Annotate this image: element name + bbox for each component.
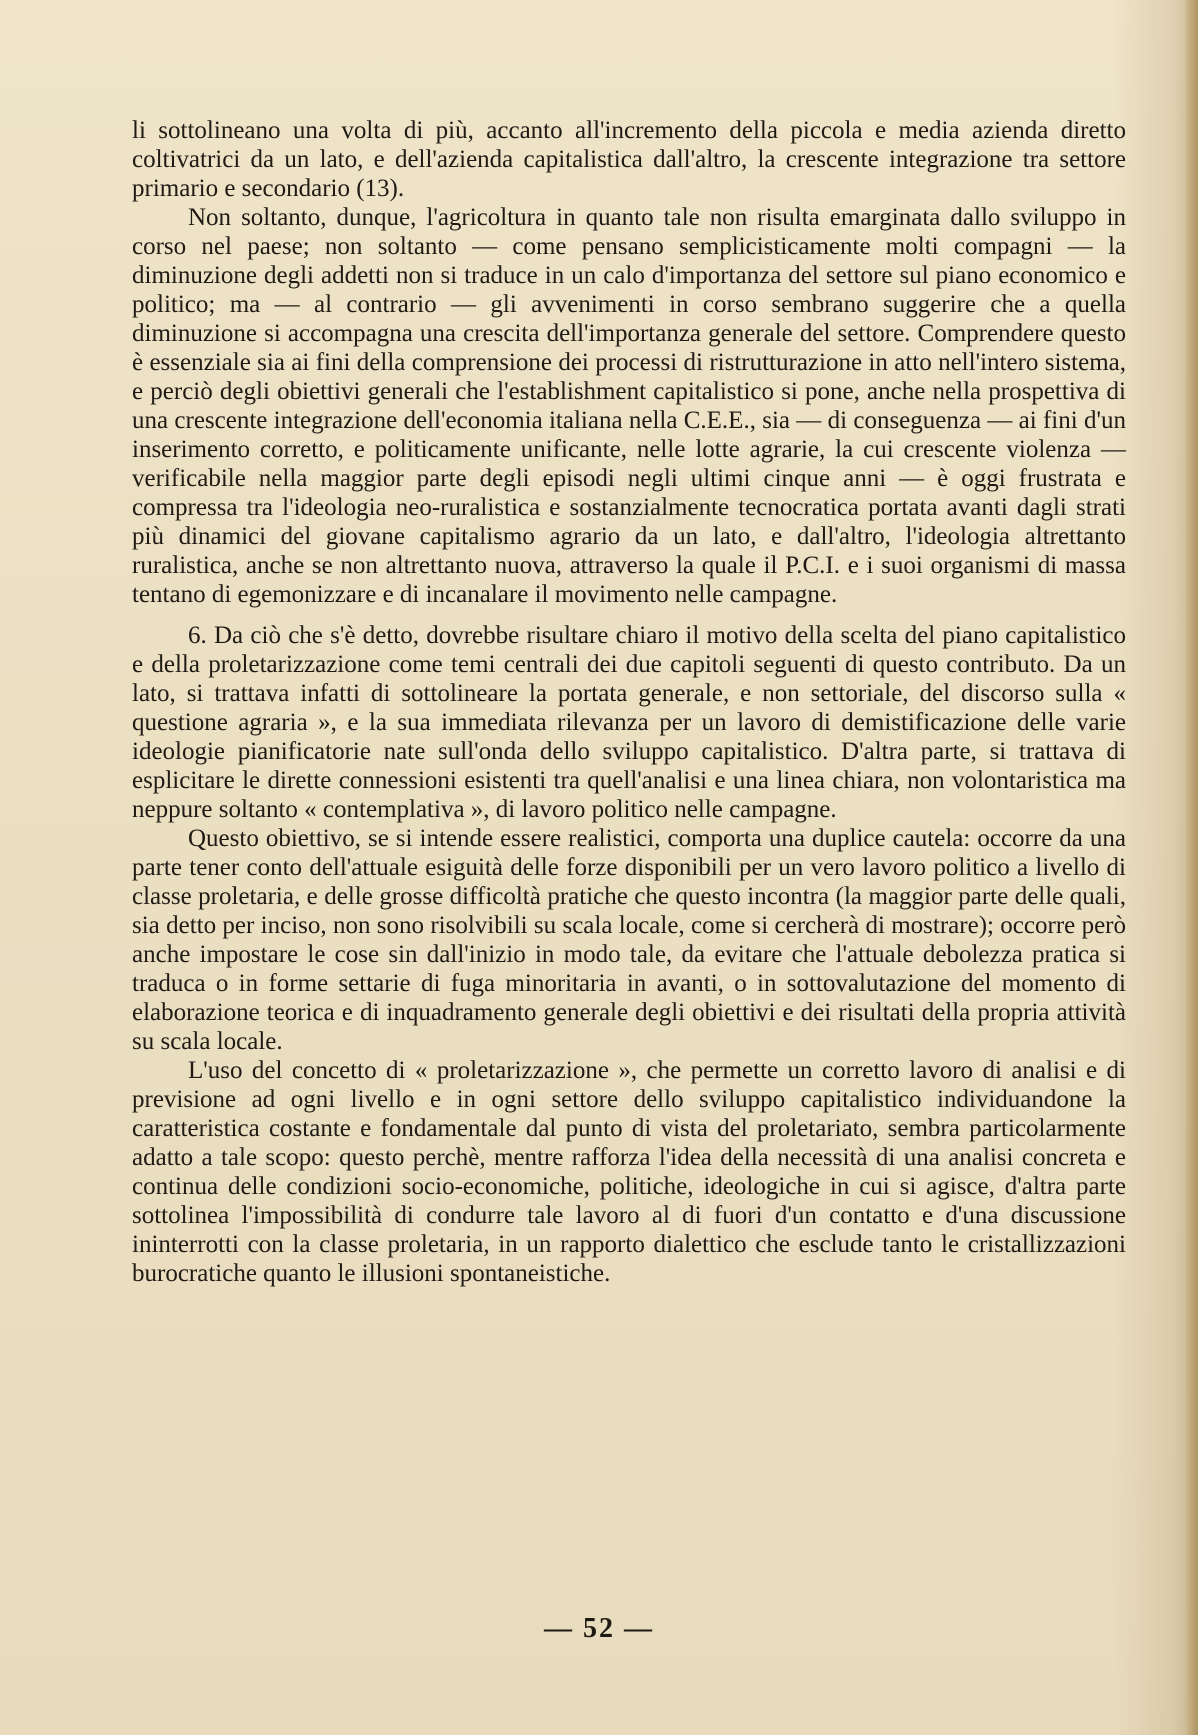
paragraph-5: L'uso del concetto di « proletarizzazione », che permette un corretto lavoro di analisi e di previsione ad ogni livello e in ogni settore dello sviluppo capitalistico individuandone la caratteristica costante e fondamentale dal punto di vista del proletariato, sembra particolarmente adatto a tale scopo: questo perchè, mentre rafforza l'idea della necessità di una analisi concreta e continua delle condizioni socio-economiche, politiche, ideologiche in cui si agisce, d'altra parte sottolinea l'impossibilità di condurre tale lavoro al di fuori d'un contatto e d'una discussione ininterrotti con la classe proletaria, in un rapporto dialettico che esclude tanto le cristallizzazioni burocratiche quanto le illusioni spontaneistiche.	[132, 1057, 1126, 1287]
body-text	[132, 116, 1126, 1288]
paragraph-2: Non soltanto, dunque, l'agricoltura in quanto tale non risulta emarginata dallo sviluppo in corso nel paese; non soltanto — come pensano semplicisticamente molti compagni — la diminuzione degli addetti non si traduce in un calo d'importanza del settore sul piano economico e politico; ma — al contrario — gli avvenimenti in corso sembrano suggerire che a quella diminuzione si accompagna una crescita dell'importanza generale del settore. Comprendere questo è essenziale sia ai fini della comprensione dei processi di ristrutturazione in atto nell'intero sistema, e perciò degli obiettivi generali che l'establishment capitalistico si pone, anche nella prospettiva di una crescente integrazione dell'economia italiana nella C.E.E., sia — di conseguenza — ai fini d'un inserimento corretto, e politicamente unificante, nelle lotte agrarie, la cui crescente violenza — verificabile nella maggior parte degli episodi negli ultimi cinque anni — è oggi frustrata e compressa tra l'ideologia neo-ruralistica e sostanzialmente tecnocratica portata avanti dagli strati più dinamici del giovane capitalismo agrario da un lato, e dall'altro, l'ideologia altrettanto ruralistica, anche se non altrettanto nuova, attraverso la quale il P.C.I. e i suoi organismi di massa tentano di egemonizzare e di incanalare il movimento nelle campagne.	[132, 204, 1126, 608]
paragraph-4: Questo obiettivo, se si intende essere realistici, comporta una duplice cautela: occorre da una parte tener conto dell'attuale esiguità delle forze disponibili per un vero lavoro politico a livello di classe proletaria, e delle grosse difficoltà pratiche che questo incontra (la maggior parte delle quali, sia detto per inciso, non sono risolvibili su scala locale, come si cercherà di mostrare); occorre però anche impostare le cose sin dall'inizio in modo tale, da evitare che l'attuale debolezza pratica si traduca o in forme settarie di fuga minoritaria in avanti, o in sottovalutazione del momento di elaborazione teorica e di inquadramento generale degli obiettivi e dei risultati della propria attività su scala locale.	[132, 825, 1126, 1055]
paragraph-1: li sottolineano una volta di più, accanto all'incremento della piccola e media azienda diretto coltivatrici da un lato, e dell'azienda capitalistica dall'altro, la crescente integrazione tra settore primario e secondario (13).	[132, 117, 1126, 202]
book-spine-shadow	[1186, 0, 1198, 1735]
page-number: — 52 —	[544, 1613, 654, 1644]
paragraph-3: 6. Da ciò che s'è detto, dovrebbe risultare chiaro il motivo della scelta del piano capitalistico e della proletarizzazione come temi centrali dei due capitoli seguenti di questo contributo. Da un lato, si trattava infatti di sottolineare la portata generale, e non settoriale, del discorso sulla « questione agraria », e la sua immediata rilevanza per un lavoro di demistificazione delle varie ideologie pianificatorie nate sull'onda dello sviluppo capitalistico. D'altra parte, si trattava di esplicitare le dirette connessioni esistenti tra quell'analisi e una linea chiara, non volontaristica ma neppure soltanto « contemplativa », di lavoro politico nelle campagne.	[132, 622, 1126, 823]
